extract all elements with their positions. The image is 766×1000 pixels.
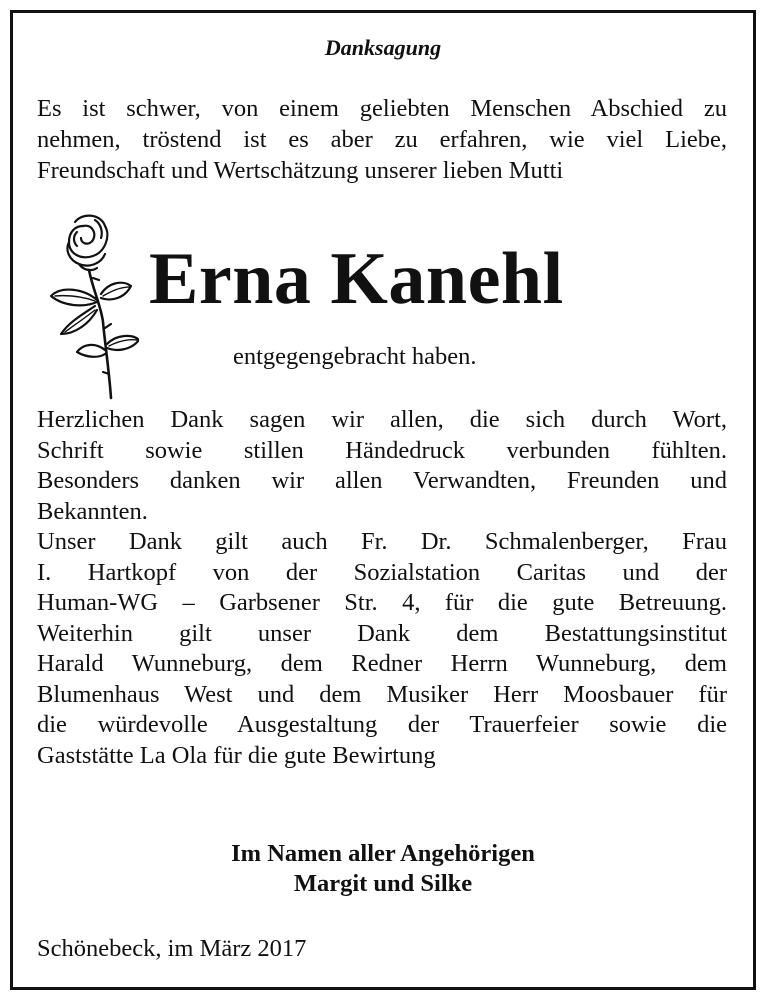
body-line: I. Hartkopf von der Sozialstation Caritas und der — [37, 558, 727, 586]
rose-icon — [39, 210, 139, 400]
body-line: Besonders danken wir allen Verwandten, Freunden und — [37, 467, 727, 494]
intro-line: nehmen, tröstend ist es aber zu erfahren, wie viel Liebe, — [37, 126, 727, 153]
body-line: Unser Dank gilt auch Fr. Dr. Schmalenberger, Frau — [37, 528, 727, 555]
body-line: Herzlichen Dank sagen wir allen, die sich durch Wort, — [37, 406, 727, 433]
body-line: Weiterhin gilt unser Dank dem Bestattungsinstitut — [37, 619, 727, 647]
body-text — [37, 405, 727, 771]
obituary-frame — [10, 10, 756, 990]
signature-line-2: Margit und Silke — [293, 870, 473, 897]
body-line: Blumenhaus West und dem Musiker Herr Moosbauer für — [37, 680, 727, 708]
body-line: Harald Wunneburg, dem Redner Herrn Wunneburg, dem — [37, 650, 727, 677]
intro-text — [37, 93, 727, 186]
signature-line-1: Im Namen aller Angehörigen — [231, 840, 535, 867]
deceased-name: Erna Kanehl — [149, 238, 564, 320]
after-name-text: entgegengebracht haben. — [233, 343, 477, 370]
body-line: die würdevolle Ausgestaltung der Trauerfeier sowie die — [37, 711, 727, 738]
intro-line: Freundschaft und Wertschätzung unserer lieben Mutti — [37, 157, 564, 184]
body-line: Gaststätte La Ola für die gute Bewirtung — [37, 741, 436, 769]
place-date: Schönebeck, im März 2017 — [37, 935, 307, 962]
heading: Danksagung — [324, 35, 442, 60]
body-line: Bekannten. — [37, 497, 148, 525]
intro-line: Es ist schwer, von einem geliebten Menschen Abschied zu — [37, 95, 727, 122]
body-line: Schrift sowie stillen Händedruck verbunden fühlten. — [37, 436, 727, 464]
signature — [13, 839, 753, 899]
body-line: Human-WG – Garbsener Str. 4, für die gute Betreuung. — [37, 589, 727, 616]
